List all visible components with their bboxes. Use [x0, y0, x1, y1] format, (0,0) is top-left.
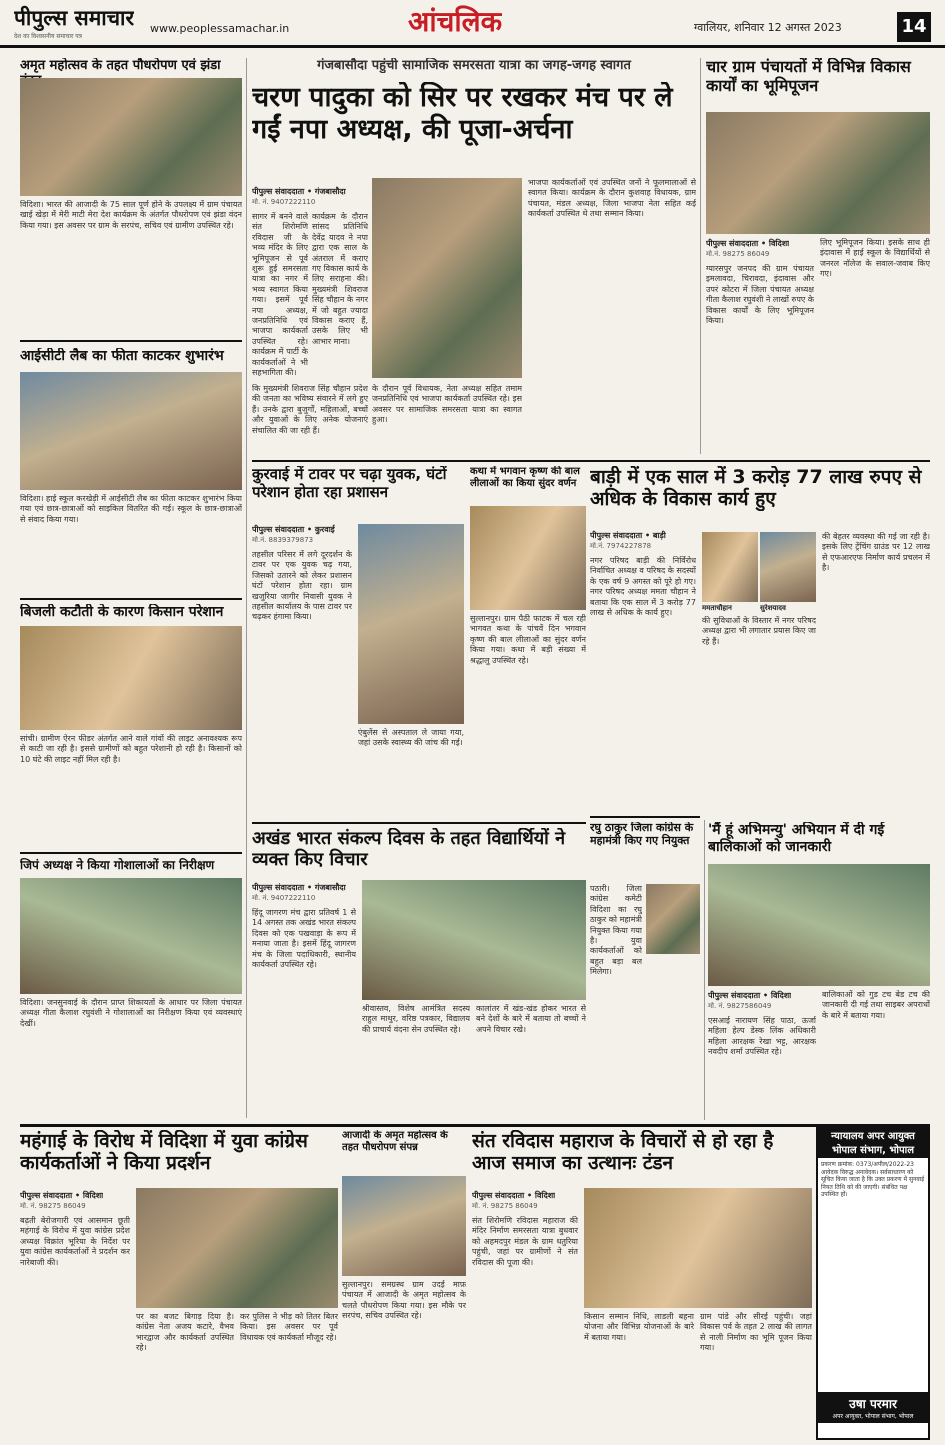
- ravidas-byline: पीपुल्स संवाददाता • विदिशा: [472, 1191, 556, 1200]
- lead-byline: पीपुल्स संवाददाता • गंजबासौदा: [252, 187, 346, 196]
- lead-photo: [372, 178, 522, 378]
- divider: [20, 852, 242, 854]
- akhand-text3: कालांतर में खंड-खंड होकर भारत से बने देशों के बारे में बताया तो बच्चों ने अपने विचार रखे।: [476, 1004, 586, 1034]
- left-column: [20, 58, 242, 1118]
- r1-story: [706, 58, 930, 458]
- mahangai-headline: महंगाई के विरोध में विदिशा में युवा कांग्रेस कार्यकर्ताओं ने किया प्रदर्शन: [20, 1130, 308, 1175]
- a2-photo: [20, 372, 242, 490]
- kurwai-byline: पीपुल्स संवाददाता • कुरवाई: [252, 525, 335, 534]
- r2-story: [590, 466, 930, 874]
- r2-portrait-2: [760, 532, 816, 602]
- r2-text3: की बेहतर व्यवस्था की गई जा रही है। इसके लिए ट्रेंचिंग ग्राउंड पर 12 लाख से एफआरएफ निर्माण कार्य प्रचलन में है।: [822, 532, 930, 573]
- akhand-text2: श्रीवास्तव, विशेष आमंत्रित सदस्य राहुल माथुर, वरिष्ठ पत्रकार, विद्यालय की प्राचार्य वंदना सेन उपस्थित रहे।: [362, 1004, 470, 1034]
- a1-photo: [20, 78, 242, 196]
- legal-notice: [816, 1124, 930, 1440]
- r1-text: ग्यारसपुर जनपद की ग्राम पंचायत इमलावदा, चिरावदा, इंदावास और उपरं कोटरा में जिला पंचायत अध्यक्ष गीता कैलाश रघुवंशी ने लाखों रुपए के विकास कार्यों के लिए भूमिपूजन किया।: [706, 264, 814, 326]
- r4-byline: पीपुल्स संवाददाता • विदिशा: [708, 991, 792, 1000]
- masthead: [0, 0, 945, 48]
- akhand-text: हिंदू जागरण मंच द्वारा प्रतिवर्ष 1 से 14 अगस्त तक अखंड भारत संकल्प दिवस को एक पखवाड़ा के रूप में मनाया जाता है। इसमें हिंदू जागरण मंच के जिला पदाधिकारी, स्थानीय कार्यकर्ता उपस्थित रहे।: [252, 908, 356, 970]
- mahangai-mobile: मो. नं. 98275 86049: [20, 1202, 86, 1210]
- page-number: 14: [897, 12, 931, 42]
- kurwai-text: तहसील परिसर में लगे दूरदर्शन के टावर पर एक युवक चढ़ गया, जिसको उतारने को लेकर प्रशासन घंटों परेशान होता रहा। ग्राम खजुरिया जागीर निवासी युवक ने तहसील कार्यालय के पास टावर पर चढ़कर हंगामा किया।: [252, 550, 352, 622]
- mahangai-byline: पीपुल्स संवाददाता • विदिशा: [20, 1191, 104, 1200]
- divider: [252, 822, 586, 824]
- kurwai-mobile: मो.नं. 8839379873: [252, 536, 314, 544]
- divider: [590, 460, 930, 462]
- lead-col2: कार्यक्रम के दौरान सांसद प्रतिनिधि देवेंद्र यादव ने नपा द्वारा एक साल के अंतराल में कराए गए विकास कार्य के लिए सराहना की। मुख्यमंत्री शिवराज सिंह चौहान के नगर में जो बहुत ज्यादा विकास कराए हैं, उसके लिए भी आभार माना।: [312, 212, 368, 346]
- notice-title: न्यायालय अपर आयुक्त भोपाल संभाग, भोपाल: [818, 1126, 928, 1158]
- r2-text: नगर परिषद बाड़ी की निर्विरोध निर्वाचित अध्यक्ष व परिषद के सदस्यों के एक वर्ष 9 अगस्त को पूरे हो गए। नगर परिषद अध्यक्ष ममता चौहान ने बताया कि एक साल में 3 करोड़ 77 लाख से अधिक के कार्य हुए।: [590, 556, 696, 618]
- column-rule: [246, 58, 247, 1118]
- notice-signature: उषा परमार: [849, 1397, 897, 1411]
- mahangai-text2: पर का बजट बिगाड़ दिया है। कांग्रेस नेता अजय कटारे, वैभव भारद्वाज और कार्यकर्ता उपस्थित रहे।: [136, 1312, 234, 1353]
- dateline: ग्वालियर, शनिवार 12 अगस्त 2023: [694, 21, 842, 34]
- lead-caption: कि मुख्यमंत्री शिवराज सिंह चौहान प्रदेश की जनता का भविष्य संवारने में लगे हुए हैं। उनके द्वारा बुजुर्गों, महिलाओं, बच्चों और युवाओं के लिए अनेक योजनाएं संचालित की जा रही हैं।: [252, 384, 368, 435]
- r4-story: [708, 822, 930, 1122]
- r4-text: एसआई नारायण सिंह पाठा, ऊर्जा महिला हेल्प डेस्क लिंक अधिकारी महिला आरक्षक रेखा भट्ट, आरक्षक नवदीप शर्मा उपस्थित रहे।: [708, 1016, 816, 1057]
- divider: [20, 340, 242, 342]
- kurwai-photo: [358, 524, 464, 724]
- r2-mobile: मो.नं. 7974227878: [590, 542, 652, 550]
- akhand-mobile: मो. नं. 9407222110: [252, 894, 316, 902]
- kurwai-headline: कुरवाई में टावर पर चढ़ा युवक, घंटों परेशान होता रहा प्रशासन: [252, 466, 447, 501]
- kurwai-story: [252, 466, 464, 816]
- r3-portrait: [646, 884, 700, 954]
- krishna-photo: [470, 506, 586, 610]
- section-title: आंचलिक: [408, 5, 503, 38]
- ravidas-text4: ग्राम पांडे और सीरई पहुंची। जहां विकास पर्व के तहत 2 लाख की लागत से नाली निर्माण का भूमि पूजन किया गया।: [700, 1312, 812, 1353]
- divider: [590, 816, 700, 818]
- a3-photo: [20, 626, 242, 730]
- r4-headline: 'मैं हूं अभिमन्यु' अभियान में दी गई बालिकाओं को जानकारी: [708, 822, 885, 855]
- a3-headline: बिजली कटौती के कारण किसान परेशान: [20, 604, 224, 620]
- a2-headline: आईसीटी लैब का फीता काटकर शुभारंभ: [20, 348, 224, 364]
- a4-headline: जिपं अध्यक्ष ने किया गोशालाओं का निरीक्षण: [20, 858, 215, 872]
- ravidas-headline: संत रविदास महाराज के विचारों से हो रहा है आज समाज का उत्थानः टंडन: [472, 1130, 774, 1175]
- krishna-story: [470, 466, 586, 816]
- a4-text: विदिशा। जनसुनवाई के दौरान प्राप्त शिकायतों के आधार पर जिला पंचायत अध्यक्ष गीता कैलाश रघुवंशी ने गोशालाओं का निरीक्षण किया एवं व्यवस्थाएं देखीं।: [20, 998, 242, 1028]
- mahangai-text3: कर पुलिस ने भीड़ को तितर बितर किया। इस अवसर पर पूर्व विधायक एवं कार्यकर्ता मौजूद रहे।: [240, 1312, 338, 1342]
- mahangai-story: [20, 1130, 338, 1440]
- krishna-headline: कथा में भगवान कृष्ण की बाल लीलाओं का किया सुंदर वर्णन: [470, 466, 580, 489]
- azadi-photo: [342, 1176, 466, 1276]
- topline: गंजबासौदा पहुंची सामाजिक समरसता यात्रा का जगह-जगह स्वागत: [317, 58, 631, 73]
- r3-story: [590, 822, 700, 1122]
- ravidas-text: संत शिरोमणि रविदास महाराज की मंदिर निर्माण समरसता यात्रा बुधवार को अहमदपुर मंडल के ग्राम धतुरिया पहुंची, जहां पर ग्रामीणों ने संत रविदास की पूजा की।: [472, 1216, 578, 1267]
- divider: [20, 598, 242, 600]
- r1-byline: पीपुल्स संवाददाता • विदिशा: [706, 239, 790, 248]
- akhand-byline: पीपुल्स संवाददाता • गंजबासौदा: [252, 883, 346, 892]
- krishna-text: सुल्तानपुर। ग्राम पैठी फाटक में चल रही भागवत कथा के पांचवें दिन भगवान कृष्ण की बाल लीलाओं का सुंदर वर्णन किया गया। कथा में बड़ी संख्या में श्रद्धालु उपस्थित रहे।: [470, 614, 586, 665]
- azadi-story: [342, 1130, 466, 1440]
- azadi-text: सुल्तानपुर। समग्रस्थ ग्राम उदई माफ़ पंचायत में आजादी के अमृत महोत्सव के चलते पौधरोपण किया गया। इस मौके पर सरपंच, सचिव उपस्थित रहे।: [342, 1280, 466, 1321]
- divider: [20, 1124, 930, 1127]
- r4-mobile: मो. नं. 9827586049: [708, 1002, 772, 1010]
- a1-text: विदिशा। भारत की आजादी के 75 साल पूर्ण होने के उपलक्ष्य में ग्राम पंचायत खाई खेड़ा में मेरी माटी मेरा देश कार्यक्रम के अंतर्गत पौधरोपण एवं झंडा वंदन किया गया। इस अवसर पर ग्राम के सरपंच, सचिव एवं ग्रामीण उपस्थित रहे।: [20, 200, 242, 230]
- ravidas-story: [472, 1130, 812, 1440]
- lead-mobile: मो. नं. 9407222110: [252, 198, 316, 206]
- a2-text: विदिशा। हाई स्कूल करखेड़ी में आईसीटी लैब का फीता काटकर शुभारंभ किया गया एवं छात्र-छात्राओं को साइकिल वितरित की गई। स्कूल के छात्र-छात्राओं से संवाद किया गया।: [20, 494, 242, 524]
- masthead-tagline: देश का विश्वसनीय समाचार पत्र: [14, 33, 82, 40]
- lead-col4: भाजपा कार्यकर्ताओं एवं उपस्थित जनों ने फूलमालाओं से स्वागत किया। कार्यक्रम के दौरान कुशवाह विधायक, ग्राम पंचायत, मंडल अध्यक्ष, जिला भाजपा नेता सहित कई कार्यकर्ता उपस्थित थे तथा सम्मान किया।: [528, 178, 696, 219]
- a4-photo: [20, 878, 242, 994]
- lead-col1: सागर में बनने वाले संत शिरोमणि रविदास जी के भव्य मंदिर के लिए भूमिपूजन से पूर्व शुरू हुई समरसता यात्रा का नगर में भव्य स्वागत किया गया। इसमें पूर्व नपा अध्यक्ष, जनप्रतिनिधि एवं भाजपा कार्यकर्ता उपस्थित रहे। कार्यक्रम में पार्टी के कार्यकर्ताओं ने भी सहभागिता की।: [252, 212, 308, 378]
- column-rule: [700, 58, 701, 454]
- r1-photo: [706, 112, 930, 234]
- mahangai-photo: [136, 1188, 338, 1308]
- lead-headline: चरण पादुका को सिर पर रखकर मंच पर ले गईं नपा अध्यक्ष, की पूजा-अर्चना: [252, 82, 673, 145]
- masthead-logo: पीपुल्स समाचार देश का विश्वसनीय समाचार पत्र: [14, 6, 135, 40]
- r4-photo: [708, 864, 930, 986]
- website-link[interactable]: www.peoplessamachar.in: [150, 22, 290, 35]
- mahangai-text: बढ़ती बेरोजगारी एवं आसमान छूती महंगाई के विरोध में युवा कांग्रेस प्रदेश अध्यक्ष विक्रांत भूरिया के निर्देश पर युवा कांग्रेस कार्यकर्ताओं ने प्रदर्शन कर नारेबाजी की।: [20, 1216, 130, 1267]
- azadi-headline: आजादी के अमृत महोत्सव के तहत पौधरोपण संपन्न: [342, 1130, 448, 1153]
- r2-text2: की सुविधाओं के विस्तार में नगर परिषद अध्यक्ष द्वारा भी लगातार प्रयास किए जा रहे हैं।: [702, 616, 816, 646]
- r1-text2: लिए भूमिपूजन किया। इसके साथ ही इंदावास में हाई स्कूल के विद्यार्थियों से जनरल नॉलेज के सवाल-जवाब किए गए।: [820, 238, 930, 279]
- r1-mobile: मो.नं. 98275 86049: [706, 250, 770, 258]
- r3-headline: रघु ठाकुर जिला कांग्रेस के महामंत्री किए गए नियुक्त: [590, 822, 694, 847]
- notice-designation: अपर आयुक्त, भोपाल संभाग, भोपाल: [832, 1413, 914, 1420]
- notice-text: प्रकरण क्रमांक: 0373/अपील/2022-23 आवेदक विरुद्ध अनावेदक। सर्वसाधारण को सूचित किया जाता है कि उक्त प्रकरण में सुनवाई नियत तिथि को की जाएगी। संबंधित पक्ष उपस्थित हों।: [821, 1161, 925, 1198]
- r2-byline: पीपुल्स संवाददाता • बाड़ी: [590, 531, 666, 540]
- column-rule: [704, 820, 705, 1120]
- akhand-photo: [362, 880, 586, 1000]
- a3-text: सांची। ग्रामीण ऐरन फीडर अंतर्गत आने वाले गांवों की लाइट अनावश्यक रूप से काटी जा रही है। इससे ग्रामीणों को बहुत परेशानी हो रही है। किसानों को 10 घंटे की लाइट नहीं मिल रही है।: [20, 734, 242, 764]
- akhand-story: [252, 822, 586, 1118]
- r2-name-2: सुरेशयादव: [760, 604, 786, 612]
- a1-headline: अमृत महोत्सव के तहत पौधरोपण एवं झंडा: [20, 58, 221, 73]
- akhand-headline: अखंड भारत संकल्प दिवस के तहत विद्यार्थियों ने व्यक्त किए विचार: [252, 828, 566, 871]
- r3-text: पठारी। जिला कांग्रेस कमेटी विदिशा का रघु ठाकुर को महामंत्री नियुक्त किया गया है। युवा कार्यकर्ताओं को बहुत बड़ा बल मिलेगा।: [590, 884, 642, 977]
- lead-story: [252, 58, 696, 458]
- kurwai-caption: एंबुलेंस से अस्पताल ले जाया गया, जहां उसके स्वास्थ्य की जांच की गई।: [358, 728, 464, 748]
- r2-headline: बाड़ी में एक साल में 3 करोड़ 77 लाख रुपए से अधिक के विकास कार्य हुए: [590, 466, 922, 511]
- ravidas-mobile: मो. नं. 98275 86049: [472, 1202, 538, 1210]
- ravidas-text3: किसान सम्मान निधि, लाडली बहना योजना और विभिन्न योजनाओं के बारे में बताया गया।: [584, 1312, 694, 1342]
- r2-name-1: ममताचौहान: [702, 604, 732, 612]
- ravidas-photo: [584, 1188, 812, 1308]
- r2-portrait-1: [702, 532, 758, 602]
- r4-text2: बालिकाओं को गुड टच बेड टच की जानकारी दी गई तथा साइबर अपराधों के बारे में बताया गया।: [822, 990, 930, 1020]
- lead-col3: के दौरान पूर्व विधायक, नेता अध्यक्ष सहित तमाम जनप्रतिनिधि एवं भाजपा कार्यकर्ता उपस्थित रहे। इस अवसर पर सामाजिक समरसता यात्रा का स्वागत हुआ।: [372, 384, 522, 425]
- r1-headline: चार ग्राम पंचायतों में विभिन्न विकास कार्यों का भूमिपूजन: [706, 58, 911, 95]
